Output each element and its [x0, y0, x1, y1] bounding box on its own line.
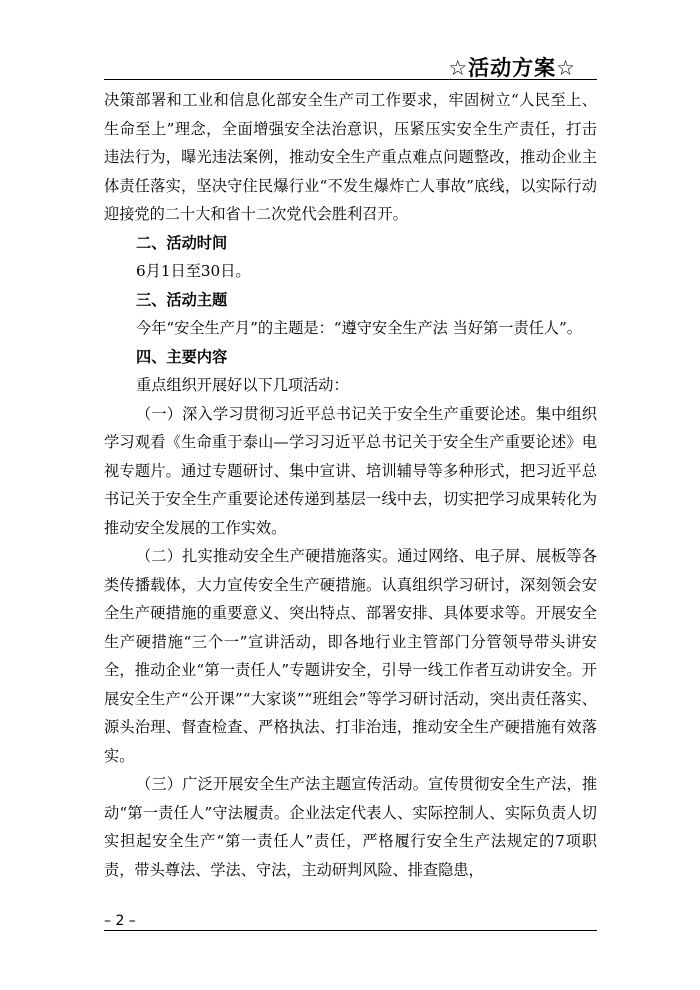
body-paragraph: 决策部署和工业和信息化部安全生产司工作要求，牢固树立“人民至上、生命至上”理念，全面增强安全法治意识，压紧压实安全生产责任，打击违法行为，曝光违法案例，推动安全生产重点难点问题整改，推动企业主体责任落实，坚决守住民爆行业“不发生爆炸亡人事故”底线，以实际行动迎接党的二十大和省十二次党代会胜利召开。: [104, 91, 597, 223]
body-paragraph: （二）扎实推动安全生产硬措施落实。通过网络、电子屏、展板等各类传播载体，大力宣传安全生产硬措施。认真组织学习研讨，深刻领会安全生产硬措施的重要意义、突出特点、部署安排、具体要求等。开展安全生产硬措施“三个一”宣讲活动，即各地行业主管部门分管领导带头讲安全，推动企业“第一责任人”专题讲安全，引导一线工作者互动讲安全。开展安全生产“公开课”“大家谈”“班组会”等学习研讨活动，突出责任落实、源头治理、督查检查、严格执法、打非治违，推动安全生产硬措施有效落实。: [104, 547, 597, 765]
document-body: [104, 86, 597, 884]
body-paragraph: 今年“安全生产月”的主题是：“遵守安全生产法 当好第一责任人”。: [136, 319, 582, 337]
section-heading: 二、活动时间: [136, 233, 228, 252]
section-heading: 三、活动主题: [136, 290, 228, 309]
body-paragraph: （三）广泛开展安全生产法主题宣传活动。宣传贯彻安全生产法，推动“第一责任人”守法履责。企业法定代表人、实际控制人、实际负责人切实担起安全生产“第一责任人”责任，严格履行安全生产法规定的7项职责，带头尊法、学法、守法，主动研判风险、排查隐患，: [104, 775, 597, 879]
header-divider: [104, 79, 597, 80]
body-paragraph: 6月1日至30日。: [136, 262, 251, 280]
document-header-title: ☆活动方案☆: [448, 56, 576, 80]
body-paragraph: （一）深入学习贯彻习近平总书记关于安全生产重要论述。集中组织学习观看《生命重于泰山—学习习近平总书记关于安全生产重要论述》电视专题片。通过专题研讨、集中宣讲、培训辅导等多种形式，把习近平总书记关于安全生产重要论述传递到基层一线中去，切实把学习成果转化为推动安全发展的工作实效。: [104, 404, 597, 537]
page-number: – 2 –: [104, 913, 136, 929]
footer-divider: [104, 930, 597, 931]
body-paragraph: 重点组织开展好以下几项活动：: [136, 376, 349, 394]
section-heading: 四、主要内容: [136, 347, 228, 366]
